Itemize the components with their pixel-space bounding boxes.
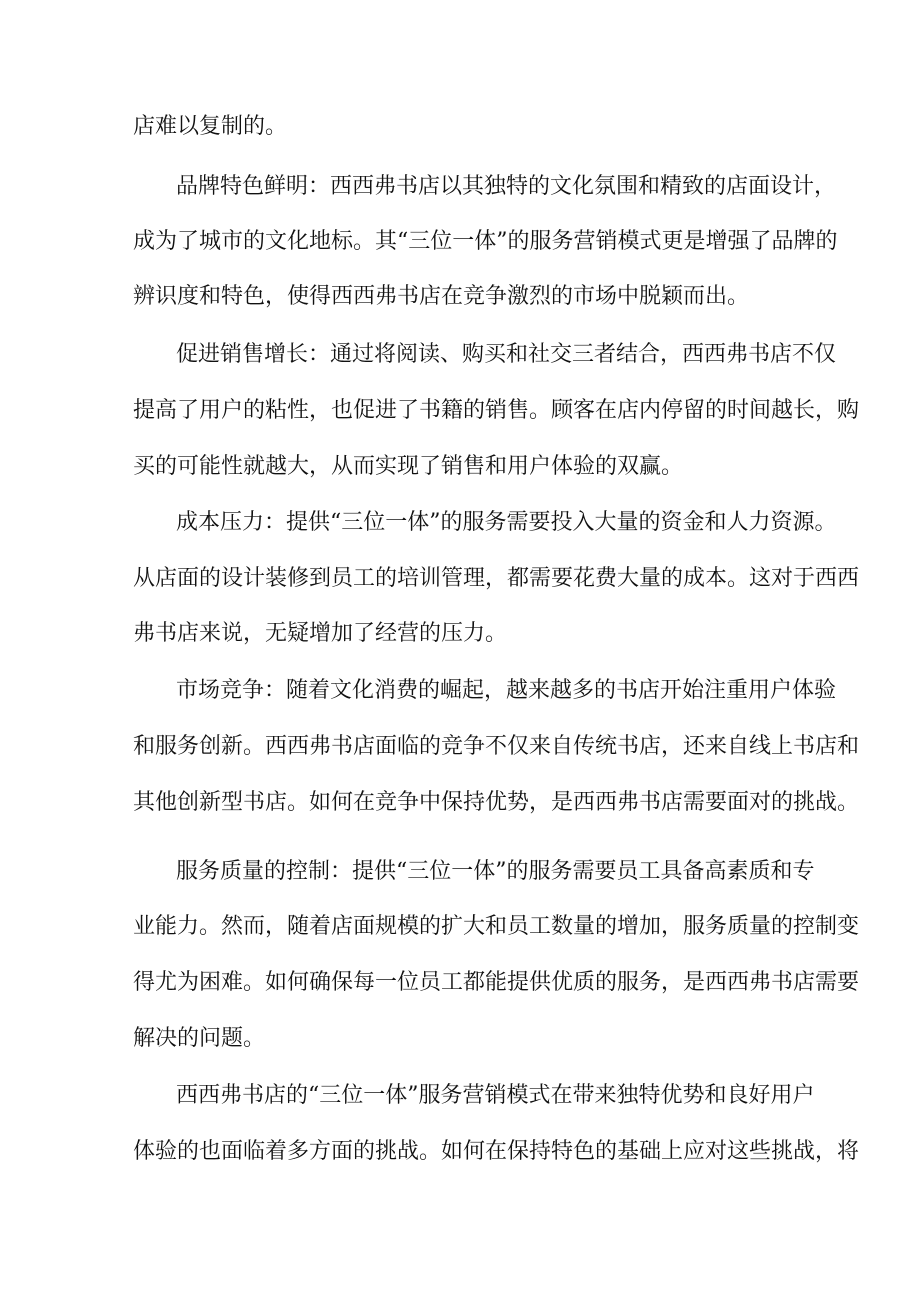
text-line: 解决的问题。 [133, 1026, 266, 1051]
text-line: 成为了城市的文化地标。其“三位一体”的服务营销模式更是增强了品牌的 [133, 229, 838, 254]
text-line: 辨识度和特色，使得西西弗书店在竞争激烈的市场中脱颖而出。 [133, 284, 750, 309]
text-line: 和服务创新。西西弗书店面临的竞争不仅来自传统书店，还来自线上书店和 [133, 734, 860, 759]
text-line: 体验的也面临着多方面的挑战。如何在保持特色的基础上应对这些挑战，将 [133, 1139, 860, 1164]
text-line: 市场竞争：随着文化消费的崛起，越来越多的书店开始注重用户体验 [176, 678, 837, 703]
text-line: 店难以复制的。 [133, 114, 288, 139]
text-line: 品牌特色鲜明：西西弗书店以其独特的文化氛围和精致的店面设计， [176, 174, 837, 199]
text-line: 服务质量的控制：提供“三位一体”的服务需要员工具备高素质和专 [176, 859, 815, 884]
text-line: 买的可能性就越大，从而实现了销售和用户体验的双赢。 [133, 454, 684, 479]
text-line: 其他创新型书店。如何在竞争中保持优势，是西西弗书店需要面对的挑战。 [133, 790, 860, 815]
text-line: 业能力。然而，随着店面规模的扩大和员工数量的增加，服务质量的控制变 [133, 914, 860, 939]
text-line: 从店面的设计装修到员工的培训管理，都需要花费大量的成本。这对于西西 [133, 566, 860, 591]
text-line: 促进销售增长：通过将阅读、购买和社交三者结合，西西弗书店不仅 [176, 342, 837, 367]
text-line: 弗书店来说，无疑增加了经营的压力。 [133, 621, 508, 646]
text-line: 成本压力：提供“三位一体”的服务需要投入大量的资金和人力资源。 [176, 510, 837, 535]
text-line: 提高了用户的粘性，也促进了书籍的销售。顾客在店内停留的时间越长，购 [133, 398, 860, 423]
text-line: 得尤为困难。如何确保每一位员工都能提供优质的服务，是西西弗书店需要 [133, 970, 860, 995]
text-line: 西西弗书店的“三位一体”服务营销模式在带来独特优势和良好用户 [176, 1083, 815, 1108]
